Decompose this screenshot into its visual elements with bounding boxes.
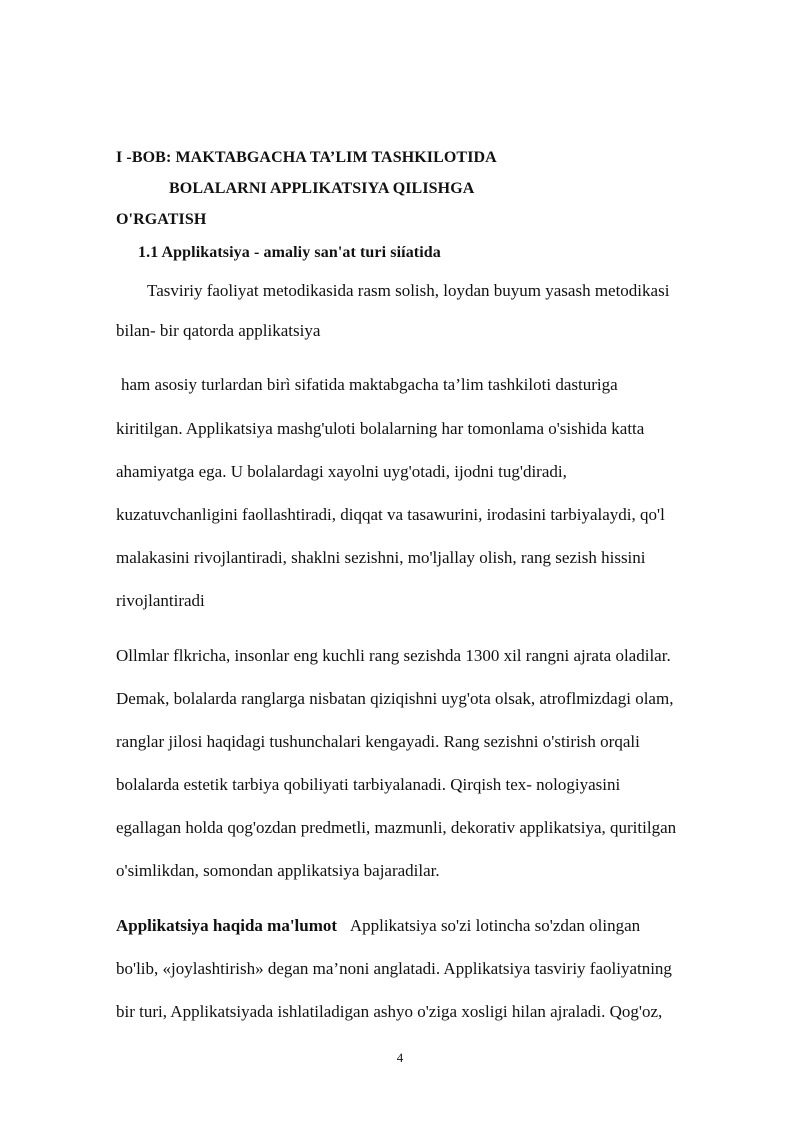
page-number: 4 <box>396 1050 404 1065</box>
paragraph-1-line: bilan- bir qatorda applikatsiya <box>116 321 321 340</box>
paragraph-2-line: rivojlantiradi <box>116 591 205 610</box>
chapter-title-line-3: O'RGATISH <box>116 211 207 228</box>
paragraph-3-line: Ollmlar flkricha, insonlar eng kuchli rang sezishda 1300 xil rangni ajrata oladilar. <box>116 646 671 665</box>
paragraph-3-line: egallagan holda qog'ozdan predmetli, mazmunli, dekorativ applikatsiya, quritilgan <box>116 818 677 837</box>
chapter-title-line-2: BOLALARNI APPLIKATSIYA QILISHGA <box>169 180 475 197</box>
paragraph-1-line: Tasviriy faoliyat metodikasida rasm solish, loydan buyum yasash metodikasi <box>147 281 670 300</box>
paragraph-3-line: o'simlikdan, somondan applikatsiya bajaradilar. <box>116 861 440 880</box>
paragraph-2-line: malakasini rivojlantiradi, shaklni sezishni, mo'ljallay olish, rang sezish hissini <box>116 548 646 567</box>
paragraph-4-line: bo'lib, «joylashtirish» degan ma’noni anglatadi. Applikatsiya tasviriy faoliyatning <box>116 959 672 978</box>
paragraph-4-line <box>116 916 640 936</box>
paragraph-2-line: ahamiyatga ega. U bolalardagi xayolni uyg'otadi, ijodni tug'diradi, <box>116 462 567 481</box>
paragraph-2-line: kiritilgan. Applikatsiya mashg'uloti bolalarning har tomonlama o'sishida katta <box>116 419 645 438</box>
paragraph-2-line: ham asosiy turlardan birì sifatida maktabgacha ta’lim tashkiloti dasturiga <box>121 375 618 394</box>
paragraph-3-line: Demak, bolalarda ranglarga nisbatan qiziqishni uyg'ota olsak, atroflmizdagi olam, <box>116 689 674 708</box>
paragraph-4-first-line-text: Applikatsiya so'zi lotincha so'zdan olingan <box>349 916 641 935</box>
paragraph-3-line: bolalarda estetik tarbiya qobiliyati tarbiyalanadi. Qirqish tex- nologiyasini <box>116 775 621 794</box>
paragraph-4-line: bir turi, Applikatsiyada ishlatiladigan ashyo o'ziga xosligi hilan ajraladi. Qog'oz, <box>116 1002 663 1021</box>
chapter-title-line-1: I -BOB: MAKTABGACHA TA’LIM TASHKILOTIDA <box>116 149 497 166</box>
section-title: 1.1 Applikatsiya - amaliy san'at turi siíatida <box>138 244 441 261</box>
paragraph-4-heading: Applikatsiya haqida ma'lumot <box>116 916 338 935</box>
paragraph-2-line: kuzatuvchanligini faollashtiradi, diqqat va tasawurini, irodasini tarbiyalaydi, qo'l <box>116 505 665 524</box>
paragraph-3-line: ranglar jilosi haqidagi tushunchalari kengayadi. Rang sezishni o'stirish orqali <box>116 732 640 751</box>
